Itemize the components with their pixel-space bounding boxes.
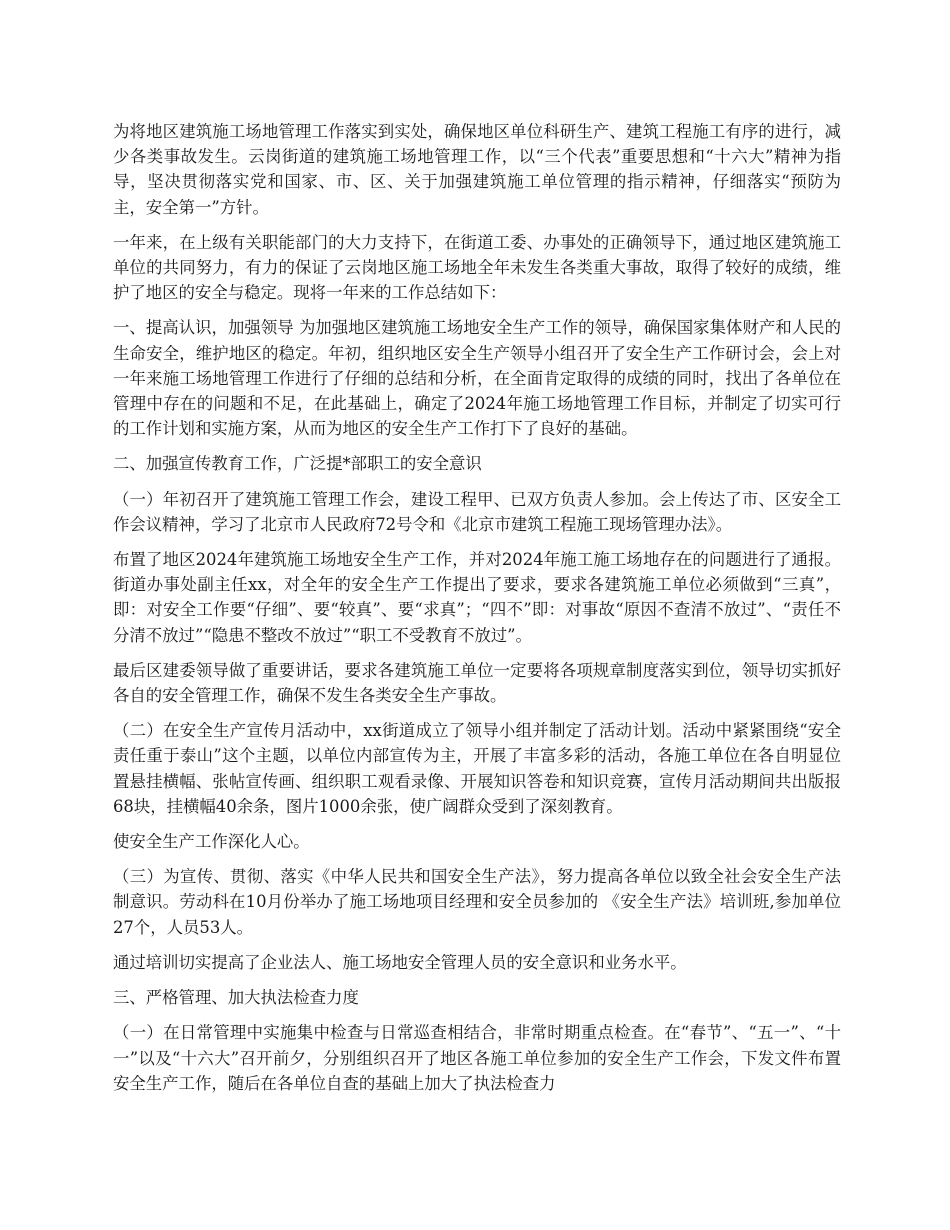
paragraph-2-1-cont: 布置了地区2024年建筑施工场地安全生产工作，并对2024年施工施工场地存在的问题进行了通报。街道办事处副主任xx，对全年的安全生产工作提出了要求，要求各建筑施工单位必须做到“三真”，即：对安全工作要“仔细”、要“较真”、要“求真”；“四不”即：对事故“原因不查清不放过”、“责任不分清不放过”“隐患不整改不放过”“职工不受教育不放过”。 [113, 550, 841, 645]
paragraph-2-1-end: 最后区建委领导做了重要讲话，要求各建筑施工单位一定要将各项规章制度落实到位，领导切实抓好各自的安全管理工作，确保不发生各类安全生产事故。 [113, 660, 841, 706]
section-heading-2: 二、加强宣传教育工作，广泛提*部职工的安全意识 [113, 454, 482, 474]
paragraph-2-1: （一）年初召开了建筑施工管理工作会，建设工程甲、已双方负责人参加。会上传达了市、区安全工作会议精神，学习了北京市人民政府72号令和《北京市建筑工程施工现场管理办法》。 [113, 489, 841, 534]
paragraph-summary: 一年来，在上级有关职能部门的大力支持下，在街道工委、办事处的正确领导下，通过地区建筑施工单位的共同努力，有力的保证了云岗地区施工场地全年未发生各类重大事故，取得了较好的成绩，维护了地区的安全与稳定。现将一年来的工作总结如下： [113, 232, 841, 303]
paragraph-section-1: 一、提高认识，加强领导 为加强地区建筑施工场地安全生产工作的领导，确保国家集体财产和人民的生命安全，维护地区的稳定。年初，组织地区安全生产领导小组召开了安全生产工作研讨会，会上对一年来施工场地管理工作进行了仔细的总结和分析，在全面肯定取得的成绩的同时，找出了各单位在管理中存在的问题和不足，在此基础上，确定了2024年施工场地管理工作目标，并制定了切实可行的工作计划和实施方案，从而为地区的安全生产工作打下了良好的基础。 [113, 318, 841, 439]
section-heading-3: 三、严格管理、加大执法检查力度 [113, 988, 359, 1008]
paragraph-3-1: （一）在日常管理中实施集中检查与日常巡查相结合，非常时期重点检查。在“春节”、“五一”、“十一”以及“十六大”召开前夕，分别组织召开了地区各施工单位参加的安全生产工作会，下发文件布置安全生产工作，随后在各单位自查的基础上加大了执法检查力 [113, 1023, 841, 1093]
paragraph-2-2: （二）在安全生产宣传月活动中，xx街道成立了领导小组并制定了活动计划。活动中紧紧围绕“安全责任重于泰山”这个主题，以单位内部宣传为主，开展了丰富多彩的活动，各施工单位在各自明显位置悬挂横幅、张帖宣传画、组织职工观看录像、开展知识答卷和知识竞赛，宣传月活动期间共出版报68块，挂横幅40余条，图片1000余张，使广阔群众受到了深刻教育。 [113, 721, 841, 816]
paragraph-2-3: （三）为宣传、贯彻、落实《中华人民共和国安全生产法》，努力提高各单位以致全社会安全生产法制意识。劳动科在10月份举办了施工场地项目经理和安全员参加的 《安全生产法》培训班,参加单位27个，人员53人。 [113, 867, 841, 937]
paragraph-2-3-end: 通过培训切实提高了企业法人、施工场地安全管理人员的安全意识和业务水平。 [113, 952, 687, 972]
document-body [113, 119, 841, 1106]
paragraph-2-2-end: 使安全生产工作深化人心。 [113, 832, 310, 852]
paragraph-intro: 为将地区建筑施工场地管理工作落实到实处，确保地区单位科研生产、建筑工程施工有序的进行，减少各类事故发生。云岗街道的建筑施工场地管理工作，以“三个代表”重要思想和“十六大”精神为指导，坚决贯彻落实党和国家、市、区、关于加强建筑施工单位管理的指示精神，仔细落实“预防为主，安全第一”方针。 [113, 122, 841, 217]
